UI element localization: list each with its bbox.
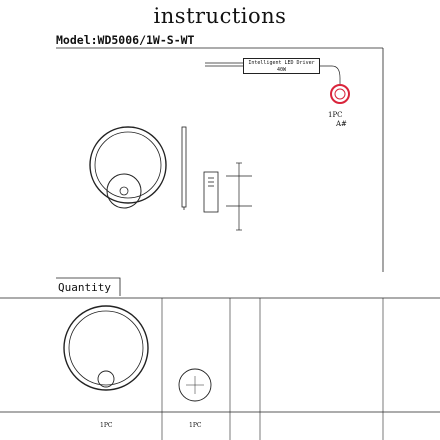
lamp-side-view <box>182 127 186 210</box>
model-number: Model:WD5006/1W-S-WT <box>56 33 195 47</box>
driver-ring-icon <box>331 85 349 103</box>
quantity-lamp-count: 1PC <box>100 422 113 429</box>
page-title: instructions <box>153 4 287 28</box>
driver-ring-inner <box>335 89 345 99</box>
driver-code: A# <box>336 120 347 128</box>
driver-label: Intelligent LED Driver <box>248 60 315 66</box>
quantity-label: Quantity <box>58 281 111 294</box>
quantity-base-count: 1PC <box>189 422 202 429</box>
driver-wire-right <box>320 66 340 86</box>
led-driver-box <box>243 58 320 74</box>
lamp-front-view <box>90 127 166 208</box>
driver-wattage: 40W <box>276 66 287 73</box>
mount-bracket-view <box>204 172 218 212</box>
mount-bracket-side <box>226 163 252 230</box>
quantity-lamp-icon <box>64 306 148 390</box>
quantity-base-icon <box>179 369 211 401</box>
driver-count: 1PC <box>328 111 343 119</box>
